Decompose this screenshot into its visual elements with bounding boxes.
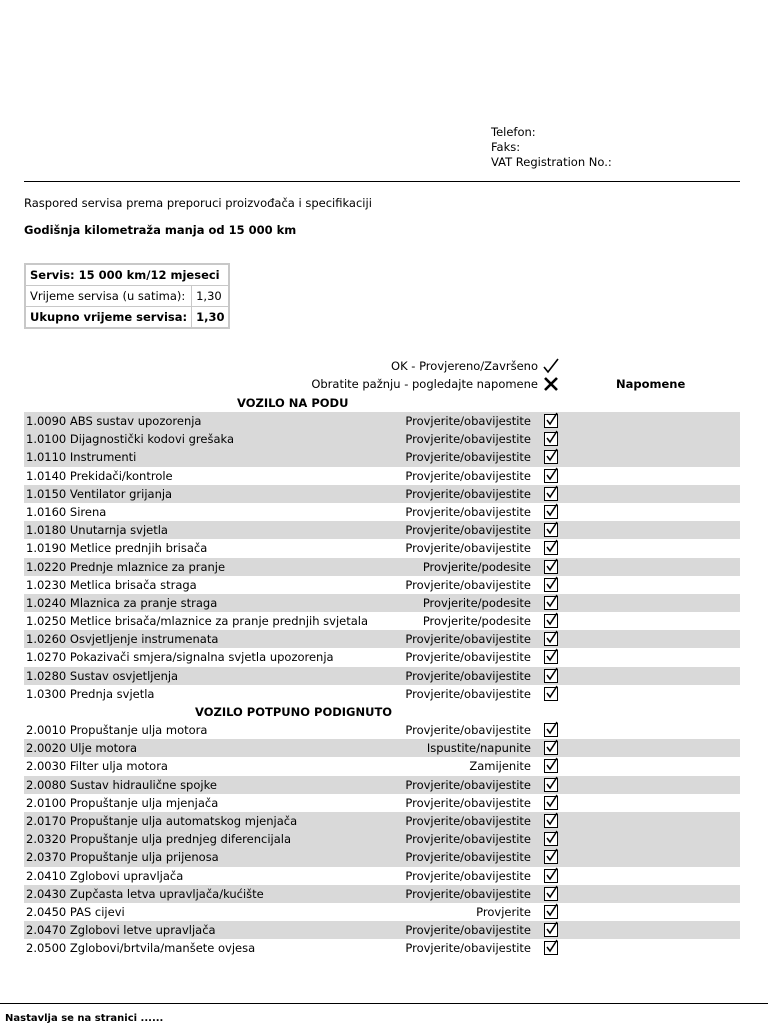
checklist-row (24, 794, 740, 812)
check-mark-icon (544, 629, 558, 645)
service-time-value: 1,30 (192, 286, 230, 307)
check-mark-icon (544, 811, 558, 827)
check-mark-icon (544, 666, 558, 682)
checked-checkbox[interactable] (544, 923, 558, 937)
checked-checkbox[interactable] (544, 596, 558, 610)
checklist-row (24, 576, 740, 594)
item-action: Provjerite/obavijestite (405, 668, 531, 683)
section-title (24, 394, 740, 412)
item-action: Ispustite/napunite (426, 741, 531, 756)
checklist-row (24, 503, 740, 521)
check-mark-icon (544, 920, 558, 936)
checked-checkbox[interactable] (544, 850, 558, 864)
phone-label: Telefon: (491, 125, 536, 139)
check-mark-icon (544, 829, 558, 845)
checked-checkbox[interactable] (544, 687, 558, 701)
checked-checkbox[interactable] (544, 614, 558, 628)
service-total-row (25, 307, 229, 329)
check-mark-icon (544, 611, 558, 627)
mileage-heading: Godišnja kilometraža manja od 15 000 km (24, 223, 297, 237)
item-description: 1.0110 Instrumenti (26, 450, 137, 465)
item-description: 1.0190 Metlice prednjih brisača (26, 541, 208, 556)
item-description: 2.0320 Propuštanje ulja prednjeg diferencijala (26, 832, 291, 847)
check-mark-icon (544, 902, 558, 918)
checklist-row (24, 921, 740, 939)
checked-checkbox[interactable] (544, 632, 558, 646)
item-action: Provjerite/podesite (422, 595, 531, 610)
check-mark-icon (544, 847, 558, 863)
item-action: Provjerite/obavijestite (405, 723, 531, 737)
checked-checkbox[interactable] (544, 723, 558, 737)
service-interval-row (25, 264, 229, 286)
item-action: Provjerite/obavijestite (405, 777, 531, 792)
service-time-row (25, 286, 229, 307)
checklist-row (24, 739, 740, 757)
check-mark-icon (544, 557, 558, 573)
checked-checkbox[interactable] (544, 505, 558, 519)
checklist-row (24, 630, 740, 648)
item-action: Provjerite/obavijestite (405, 432, 531, 447)
item-description: 2.0370 Propuštanje ulja prijenosa (26, 850, 219, 865)
item-description: 1.0160 Sirena (26, 504, 107, 519)
checked-checkbox[interactable] (544, 414, 558, 428)
item-action: Provjerite/obavijestite (405, 850, 531, 865)
checklist-row (24, 467, 740, 485)
item-description: 2.0450 PAS cijevi (26, 904, 125, 919)
checked-checkbox[interactable] (544, 778, 558, 792)
checked-checkbox[interactable] (544, 905, 558, 919)
item-description: 1.0180 Unutarnja svjetla (26, 523, 168, 538)
legend-attention-text: Obratite pažnju - pogledajte napomene (311, 377, 538, 391)
checklist-row (24, 867, 740, 885)
checked-checkbox[interactable] (544, 887, 558, 901)
checklist-row (24, 885, 740, 903)
item-action: Provjerite/obavijestite (405, 450, 531, 465)
checklist-row (24, 667, 740, 685)
check-mark-icon (542, 358, 560, 374)
check-mark-icon (544, 502, 558, 518)
checked-checkbox[interactable] (544, 669, 558, 683)
item-description: 2.0020 Ulje motora (26, 741, 137, 756)
checklist-row (24, 430, 740, 448)
item-action: Zamijenite (469, 759, 531, 774)
check-mark-icon (544, 647, 558, 663)
checklist-row (24, 485, 740, 503)
item-description: 2.0410 Zglobovi upravljača (26, 868, 184, 883)
check-mark-icon (544, 884, 558, 900)
check-mark-icon (544, 593, 558, 609)
checklist-row (24, 685, 740, 703)
check-mark-icon (544, 684, 558, 700)
item-description: 2.0030 Filter ulja motora (26, 759, 168, 774)
item-description: 1.0090 ABS sustav upozorenja (26, 414, 202, 428)
service-total-label: Ukupno vrijeme servisa: (25, 307, 192, 329)
checked-checkbox[interactable] (544, 814, 558, 828)
checked-checkbox[interactable] (544, 759, 558, 773)
check-mark-icon (544, 775, 558, 791)
checklist-row (24, 939, 740, 957)
item-action: Provjerite/obavijestite (405, 886, 531, 901)
checked-checkbox[interactable] (544, 432, 558, 446)
item-action: Provjerite/podesite (422, 559, 531, 574)
item-action: Provjerite/obavijestite (405, 650, 531, 665)
item-description: 1.0220 Prednje mlaznice za pranje (26, 559, 226, 574)
item-action: Provjerite/obavijestite (405, 541, 531, 556)
cross-mark-icon (542, 376, 560, 392)
item-action: Provjerite/obavijestite (405, 577, 531, 592)
check-mark-icon (544, 575, 558, 591)
item-action: Provjerite/obavijestite (405, 795, 531, 810)
item-action: Provjerite/obavijestite (405, 632, 531, 647)
item-description: 1.0100 Dijagnostički kodovi grešaka (26, 432, 235, 447)
item-description: 2.0500 Zglobovi/brtvila/manšete ovjesa (26, 941, 256, 956)
check-mark-icon (544, 484, 558, 500)
item-action: Provjerite/obavijestite (405, 868, 531, 883)
item-action: Provjerite/obavijestite (405, 523, 531, 538)
intro-text: Raspored servisa prema preporuci proizvođača i specifikaciji (24, 196, 372, 210)
check-mark-icon (544, 938, 558, 954)
header-divider (24, 181, 740, 182)
check-mark-icon (544, 520, 558, 536)
footer-divider (0, 1003, 768, 1004)
section-title-label: VOZILO NA PODU (237, 396, 349, 410)
item-description: 1.0230 Metlica brisača straga (26, 577, 197, 592)
checked-checkbox[interactable] (544, 941, 558, 955)
continued-note: Nastavlja se na stranici ...... (5, 1013, 164, 1024)
check-mark-icon (544, 756, 558, 772)
checklist-row (24, 776, 740, 794)
checked-checkbox[interactable] (544, 487, 558, 501)
check-mark-icon (544, 447, 558, 463)
legend-ok-text: OK - Provjereno/Završeno (391, 359, 538, 373)
notes-header: Napomene (616, 377, 686, 391)
check-mark-icon (544, 738, 558, 754)
item-description: 1.0300 Prednja svjetla (26, 686, 155, 701)
item-description: 2.0170 Propuštanje ulja automatskog mjenjača (26, 813, 298, 828)
checklist-row (24, 830, 740, 848)
item-description: 2.0010 Propuštanje ulja motora (26, 723, 208, 737)
item-description: 1.0270 Pokazivači smjera/signalna svjetla upozorenja (26, 650, 334, 665)
item-action: Provjerite/obavijestite (405, 504, 531, 519)
item-action: Provjerite/obavijestite (405, 923, 531, 938)
vat-label: VAT Registration No.: (491, 155, 612, 169)
fax-label: Faks: (491, 140, 521, 154)
item-action: Provjerite/podesite (422, 614, 531, 629)
service-summary-table (24, 263, 230, 329)
checklist-row (24, 539, 740, 557)
checked-checkbox[interactable] (544, 469, 558, 483)
checked-checkbox[interactable] (544, 869, 558, 883)
item-description: 2.0430 Zupčasta letva upravljača/kućište (26, 886, 264, 901)
check-mark-icon (544, 720, 558, 736)
checked-checkbox[interactable] (544, 796, 558, 810)
item-action: Provjerite/obavijestite (405, 486, 531, 501)
item-action: Provjerite/obavijestite (405, 813, 531, 828)
item-action: Provjerite/obavijestite (405, 468, 531, 483)
checked-checkbox[interactable] (544, 560, 558, 574)
item-description: 2.0080 Sustav hidraulične spojke (26, 777, 217, 792)
checklist-row (24, 721, 740, 739)
checklist-row (24, 521, 740, 539)
contact-block (491, 125, 612, 170)
checked-checkbox[interactable] (544, 650, 558, 664)
checklist-row (24, 594, 740, 612)
checklist-row (24, 848, 740, 866)
checklist-row (24, 648, 740, 666)
check-mark-icon (544, 466, 558, 482)
item-action: Provjerite/obavijestite (405, 686, 531, 701)
check-mark-icon (544, 866, 558, 882)
check-mark-icon (544, 538, 558, 554)
checked-checkbox[interactable] (544, 578, 558, 592)
item-action: Provjerite/obavijestite (405, 832, 531, 847)
item-description: 2.0100 Propuštanje ulja mjenjača (26, 795, 219, 810)
item-description: 1.0140 Prekidači/kontrole (26, 468, 173, 483)
checklist (24, 394, 740, 957)
service-interval: Servis: 15 000 km/12 mjeseci (25, 264, 229, 286)
item-action: Provjerite (476, 904, 531, 919)
item-description: 1.0240 Mlaznica za pranje straga (26, 595, 218, 610)
check-mark-icon (544, 793, 558, 809)
item-action: Provjerite/obavijestite (405, 414, 531, 428)
checked-checkbox[interactable] (544, 523, 558, 537)
checked-checkbox[interactable] (544, 541, 558, 555)
check-mark-icon (544, 411, 558, 427)
checked-checkbox[interactable] (544, 450, 558, 464)
section-title-label: VOZILO POTPUNO PODIGNUTO (195, 705, 393, 719)
checklist-row (24, 448, 740, 466)
item-description: 1.0250 Metlice brisača/mlaznice za pranje prednjih svjetala (26, 614, 369, 629)
item-description: 1.0150 Ventilator grijanja (26, 486, 173, 501)
checklist-row (24, 612, 740, 630)
checklist-row (24, 757, 740, 775)
service-total-value: 1,30 (192, 307, 230, 329)
checklist-row (24, 812, 740, 830)
checklist-row (24, 412, 740, 430)
item-description: 2.0470 Zglobovi letve upravljača (26, 923, 216, 938)
check-mark-icon (544, 429, 558, 445)
checklist-row (24, 558, 740, 576)
checked-checkbox[interactable] (544, 741, 558, 755)
checklist-row (24, 903, 740, 921)
item-action: Provjerite/obavijestite (405, 941, 531, 956)
service-time-label: Vrijeme servisa (u satima): (25, 286, 192, 307)
checked-checkbox[interactable] (544, 832, 558, 846)
section-title (24, 703, 740, 721)
item-description: 1.0260 Osvjetljenje instrumenata (26, 632, 219, 647)
item-description: 1.0280 Sustav osvjetljenja (26, 668, 179, 683)
